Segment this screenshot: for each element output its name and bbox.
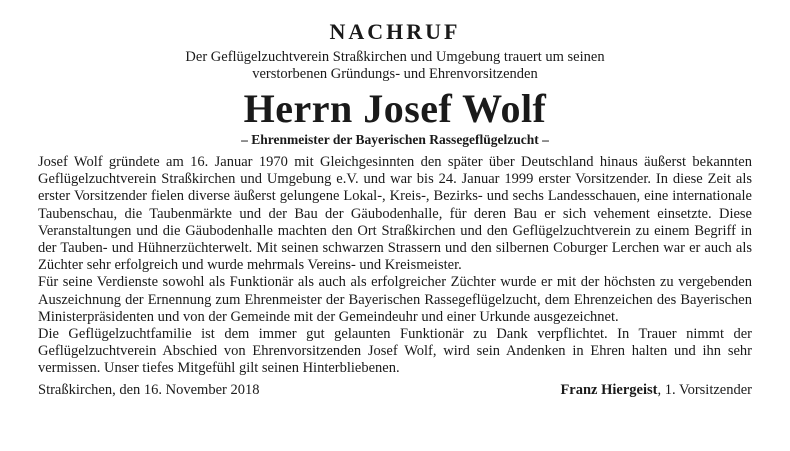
paragraph-awards: Für seine Verdienste sowohl als Funktionär als auch als erfolgreicher Züchter wurde er mit der höchsten zu vergebenden Auszeichnung der Ernennung zum Ehrenmeister der Bayerischen Rassegeflügelzucht, dem Ehrenzeichen des Bayerischen Ministerpräsidenten und von der Gemeinde mit der Gemeindeuhr und einer Urkunde ausgezeichnet.	[38, 274, 752, 325]
intro-line-1: Der Geflügelzuchtverein Straßkirchen und Umgebung trauert um seinen	[185, 49, 605, 65]
intro-text	[38, 49, 752, 83]
intro-line-2: verstorbenen Gründungs- und Ehrenvorsitzenden	[252, 66, 538, 82]
notice-body	[38, 154, 752, 378]
signer-name: Franz Hiergeist	[560, 381, 658, 398]
notice-heading: NACHRUF	[329, 19, 461, 44]
paragraph-farewell: Die Geflügelzuchtfamilie ist dem immer gut gelaunten Funktionär zu Dank verpflichtet. In Trauer nimmt der Geflügelzuchtverein Abschied von Ehrenvorsitzenden Josef Wolf, wird sein Andenken in Ehren halten und ihn sehr vermissen. Unser tiefes Mitgefühl gilt seinen Hinterbliebenen.	[38, 326, 752, 377]
signer-role: , 1. Vorsitzender	[657, 381, 752, 398]
signature	[560, 381, 752, 399]
notice-footer	[38, 381, 752, 399]
paragraph-biography: Josef Wolf gründete am 16. Januar 1970 mit Gleichgesinnten den später über Deutschland hinaus äußerst bekannten Geflügelzuchtverein Straßkirchen und Umgebung e.V. und war bis 24. Januar 1999 erster Vorsitzender. In diese Zeit als erster Vorsitzender fielen diverse äußerst gelungene Lokal-, Kreis-, Bezirks- und sechs Landesschauen, eine internationale Taubenschau, die Taubenmärkte und der Bau der Gäubodenhalle, für deren Bau er sich vehement einsetzte. Diese Veranstaltungen und die Gäubodenhalle machten den Ort Straßkirchen und den Geflügelzuchtverein zu einem Begriff in der Tauben- und Hühnerzüchterwelt. Mit seinen schwarzen Strassern und den silbernen Coburger Lerchen war er auch als Züchter sehr erfolgreich und wurde mehrmals Vereins- und Kreismeister.	[38, 154, 752, 274]
place-date: Straßkirchen, den 16. November 2018	[38, 381, 260, 398]
deceased-name: Herrn Josef Wolf	[243, 86, 547, 131]
honorary-title: – Ehrenmeister der Bayerischen Rassegeflügelzucht –	[241, 132, 549, 147]
